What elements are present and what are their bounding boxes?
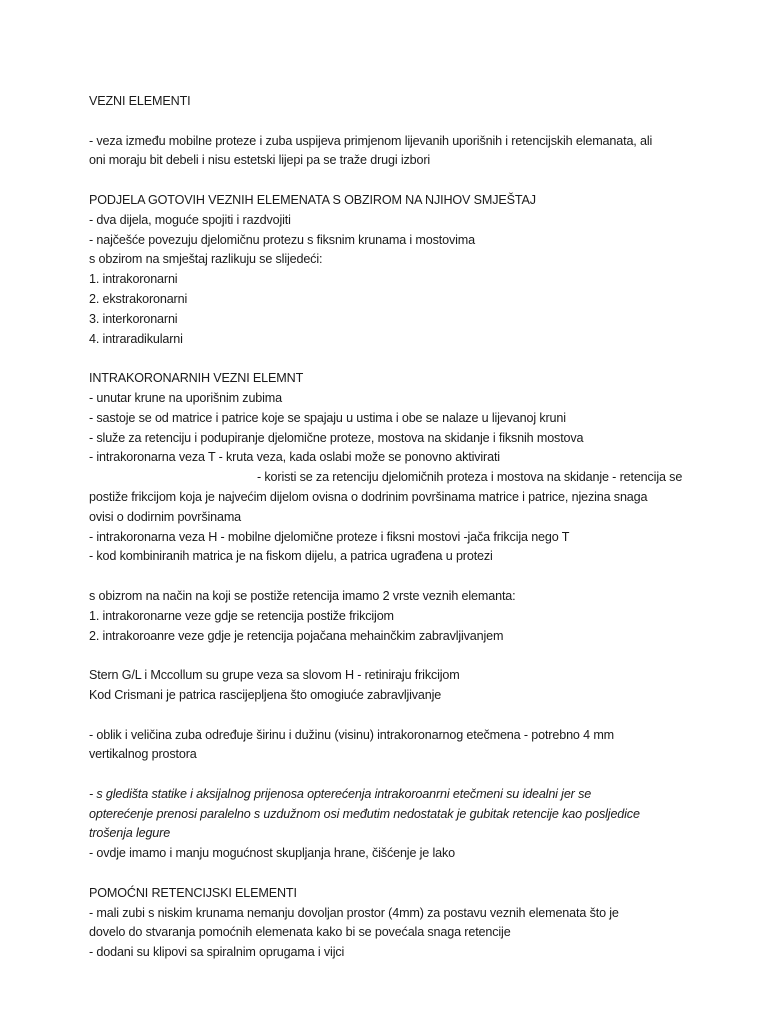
- text-line: s obizrom na način na koji se postiže retencija imamo 2 vrste veznih elemanta:: [89, 588, 516, 603]
- text-line: - sastoje se od matrice i patrice koje se spajaju u ustima i obe se nalaze u lijevanoj kruni: [89, 410, 566, 425]
- list-item: 2. ekstrakoronarni: [89, 291, 188, 306]
- text-line: vertikalnog prostora: [89, 747, 197, 762]
- text-line: - oblik i veličina zuba određuje širinu i dužinu (visinu) intrakoronarnog etečmena - potrebno 4 mm: [89, 727, 615, 742]
- italic-text-line: opterećenje prenosi paralelno s uzdužnom osi međutim nedostatak je gubitak retencije kao posljedice: [89, 806, 640, 821]
- text-line: - ovdje imamo i manju mogućnost skupljanja hrane, čišćenje je lako: [89, 846, 456, 861]
- text-line: - služe za retenciju i podupiranje djelomične proteze, mostova na skidanje i fiksnih mostova: [89, 430, 584, 445]
- indented-text-line: - koristi se za retenciju djelomičnih proteza i mostova na skidanje - retencija se: [257, 470, 683, 485]
- text-line: Stern G/L i Mccollum su grupe veza sa slovom H - retiniraju frikcijom: [89, 668, 460, 683]
- text-line: ovisi o dodirnim površinama: [89, 509, 242, 524]
- list-item: 4. intraradikularni: [89, 331, 183, 346]
- text-line: dovelo do stvaranja pomoćnih elemenata kako bi se povećala snaga retencije: [89, 925, 511, 940]
- section-intrakoronarni: [89, 369, 721, 567]
- text-line: - mali zubi s niskim krunama nemanju dovoljan prostor (4mm) za postavu veznih elemenata što je: [89, 905, 619, 920]
- section-pomocni: [89, 884, 721, 963]
- intro-paragraph: [89, 132, 721, 172]
- text-line: oni moraju bit debeli i nisu estetski lijepi pa se traže drugi izbori: [89, 153, 431, 168]
- document-body: [89, 92, 721, 983]
- section-heading: INTRAKORONARNIH VEZNI ELEMNT: [89, 371, 304, 386]
- text-line: - dodani su klipovi sa spiralnim oprugama i vijci: [89, 945, 345, 960]
- section-heading: PODJELA GOTOVIH VEZNIH ELEMENATA S OBZIROM NA NJIHOV SMJEŠTAJ: [89, 192, 536, 207]
- section-retencija: [89, 587, 721, 646]
- section-heading: POMOĆNI RETENCIJSKI ELEMENTI: [89, 885, 297, 900]
- document-title-block: [89, 92, 721, 112]
- text-line: - najčešće povezuju djelomičnu protezu s fiksnim krunama i mostovima: [89, 232, 475, 247]
- list-item: 1. intrakoronarni: [89, 272, 178, 287]
- section-statika: [89, 785, 721, 864]
- list-item: 3. interkoronarni: [89, 311, 178, 326]
- text-line: Kod Crismani je patrica rascijepljena što omogiuće zabravljivanje: [89, 687, 442, 702]
- text-line: - veza između mobilne proteze i zuba uspijeva primjenom lijevanih uporišnih i retencijskih elemanata, ali: [89, 133, 653, 148]
- text-line: - kod kombiniranih matrica je na fiskom dijelu, a patrica ugrađena u protezi: [89, 549, 493, 564]
- text-line: postiže frikcijom koja je najvećim dijelom ovisna o dodrinim površinama matrice i patrice, njezina snaga: [89, 489, 648, 504]
- text-line: - unutar krune na uporišnim zubima: [89, 390, 282, 405]
- list-item: 2. intrakoroanre veze gdje je retencija pojačana mehainčkim zabravljivanjem: [89, 628, 504, 643]
- italic-text-line: trošenja legure: [89, 826, 171, 841]
- section-podjela: [89, 191, 721, 349]
- document-title: VEZNI ELEMENTI: [89, 94, 191, 108]
- italic-text-line: - s gledišta statike i aksijalnog prijenosa opterećenja intrakoroanrni etečmeni su idealni jer se: [89, 786, 592, 801]
- text-line: - dva dijela, moguće spojiti i razdvojiti: [89, 212, 291, 227]
- text-line: - intrakoronarna veza H - mobilne djelomične proteze i fiksni mostovi -jača frikcija nego T: [89, 529, 570, 544]
- section-stern: [89, 666, 721, 706]
- list-item: 1. intrakoronarne veze gdje se retencija postiže frikcijom: [89, 608, 394, 623]
- text-line: - intrakoronarna veza T - kruta veza, kada oslabi može se ponovno aktivirati: [89, 450, 500, 465]
- text-line: s obzirom na smještaj razlikuju se slijedeći:: [89, 252, 323, 267]
- section-oblik: [89, 726, 721, 766]
